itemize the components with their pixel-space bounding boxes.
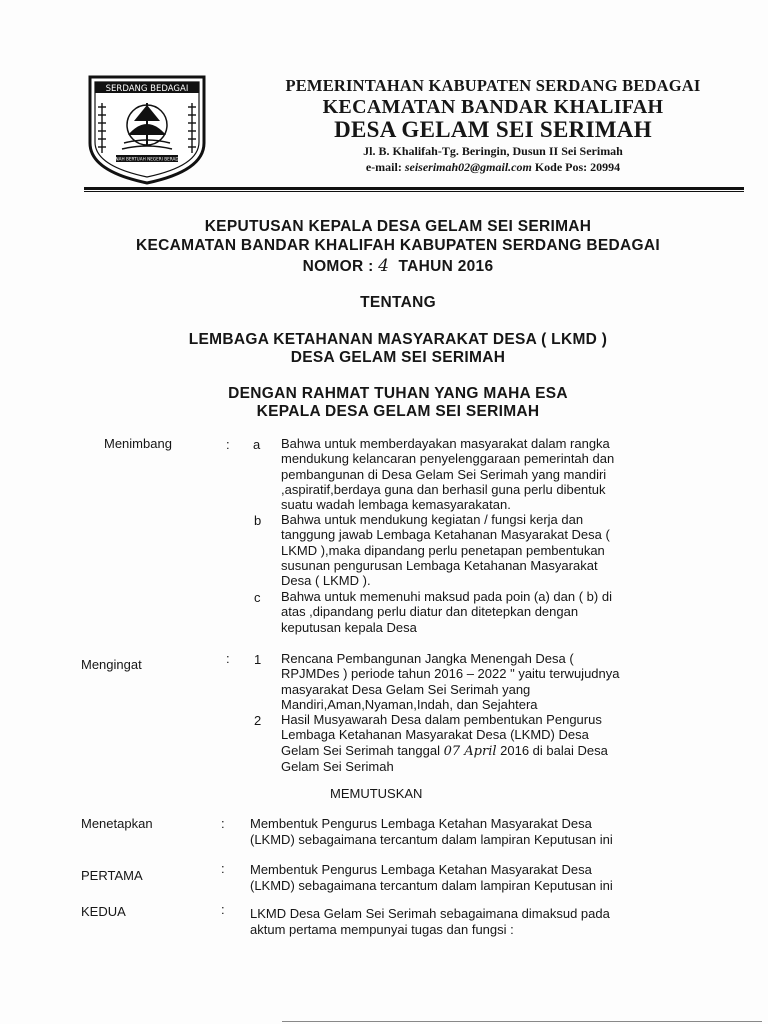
line: ,aspiratif,berdaya guna dan berhasil guna perlu dibentuk xyxy=(281,481,606,497)
nomor-label: NOMOR : xyxy=(302,258,379,275)
letterhead-village: DESA GELAM SEI SERIMAH xyxy=(334,117,652,142)
pertama-label: PERTAMA xyxy=(81,868,143,883)
line: atas ,dipandang perlu diatur dan ditetepkan dengan xyxy=(281,604,579,620)
letterhead-district: KECAMATAN BANDAR KHALIFAH xyxy=(322,96,664,118)
memutuskan-heading: MEMUTUSKAN xyxy=(330,786,423,801)
line: suatu wadah lembaga kemasyarakatan. xyxy=(281,497,511,513)
line: pembangunan di Desa Gelam Sei Serimah yang mandiri xyxy=(281,466,607,482)
regency-crest-logo xyxy=(86,73,208,185)
line: (LKMD) sebagaimana tercantum dalam lampiran Keputusan ini xyxy=(250,878,613,893)
decree-title: KEPUTUSAN KEPALA DESA GELAM SEI SERIMAH xyxy=(204,218,592,235)
mengingat-item-1 xyxy=(281,651,675,712)
line: Bahwa untuk memberdayakan masyarakat dalam rangka xyxy=(281,436,610,451)
line: Bahwa untuk mendukung kegiatan / fungsi kerja dan xyxy=(281,512,584,527)
mengingat-colon: : xyxy=(226,651,230,666)
logo-text: SERDANG BEDAGAI xyxy=(105,84,189,94)
menimbang-mark-a: a xyxy=(253,437,261,452)
menimbang-mark-c: c xyxy=(254,590,261,605)
mengingat-mark-1: 1 xyxy=(254,652,262,667)
letterhead-address: Jl. B. Khalifah-Tg. Beringin, Dusun II Sei Serimah xyxy=(363,144,623,158)
kedua-label: KEDUA xyxy=(81,904,126,919)
menimbang-label: Menimbang xyxy=(104,436,172,451)
line: LKMD Desa Gelam Sei Serimah sebagaimana dimaksud pada xyxy=(250,906,610,921)
email-label: e-mail: xyxy=(365,160,405,174)
line: susunan pengurusan Lembaga Ketahanan Masyarakat xyxy=(281,557,598,573)
line: Lembaga Ketahanan Masyarakat Desa (LKMD) Desa xyxy=(281,727,589,743)
letterhead-contact xyxy=(248,160,738,175)
line: tanggung jawab Lembaga Ketahanan Masyarakat Desa ( xyxy=(281,527,610,543)
menimbang-item-c xyxy=(281,589,675,635)
line: Rencana Pembangunan Jangka Menengah Desa ( xyxy=(281,651,574,666)
logo-motto: TANAH BERTUAH NEGERI BERADAT xyxy=(110,156,184,162)
subject-line2: DESA GELAM SEI SERIMAH xyxy=(290,349,506,366)
tahun-label: TAHUN 2016 xyxy=(398,258,494,275)
line xyxy=(281,743,675,759)
line: Gelam Sei Serimah xyxy=(281,758,394,774)
rahmat-line2: KEPALA DESA GELAM SEI SERIMAH xyxy=(256,403,540,420)
decree-number xyxy=(60,256,736,276)
handwritten-date: 07 April xyxy=(443,743,497,759)
line: masyarakat Desa Gelam Sei Serimah yang xyxy=(281,681,531,697)
menimbang-colon: : xyxy=(226,437,230,452)
letterhead-government: PEMERINTAHAN KABUPATEN SERDANG BEDAGAI xyxy=(285,76,701,95)
kedua-text xyxy=(250,906,680,938)
subject-line1: LEMBAGA KETAHANAN MASYARAKAT DESA ( LKMD ) xyxy=(188,331,608,348)
rahmat-line1: DENGAN RAHMAT TUHAN YANG MAHA ESA xyxy=(228,385,568,402)
letterhead-rule-thin xyxy=(84,191,744,192)
line: LKMD ),maka dipandang perlu penetapan pembentukan xyxy=(281,542,605,558)
line: mendukung kelancaran penyelenggaraan pemerintah dan xyxy=(281,451,615,467)
mengingat-label: Mengingat xyxy=(81,657,142,672)
menetapkan-label: Menetapkan xyxy=(81,816,153,831)
menimbang-mark-b: b xyxy=(254,513,262,528)
line: Hasil Musyawarah Desa dalam pembentukan Pengurus xyxy=(281,712,602,727)
menetapkan-colon: : xyxy=(221,816,225,831)
letterhead-rule xyxy=(84,187,744,190)
pertama-colon: : xyxy=(221,861,225,876)
email-address: seiserimah02@gmail.com xyxy=(404,160,532,174)
line: Bahwa untuk memenuhi maksud pada poin (a) dan ( b) di xyxy=(281,589,612,604)
postal-code: Kode Pos: 20994 xyxy=(531,160,621,174)
line: aktum pertama mempunyai tugas dan fungsi : xyxy=(250,922,514,937)
page-edge-line xyxy=(282,1021,762,1022)
mengingat-item-2 xyxy=(281,712,675,774)
line: Desa ( LKMD ). xyxy=(281,573,371,589)
line: Membentuk Pengurus Lembaga Ketahan Masyarakat Desa xyxy=(250,862,592,877)
date-suffix: 2016 di balai Desa xyxy=(496,742,608,758)
menimbang-item-b xyxy=(281,512,675,588)
line: RPJMDes ) periode tahun 2016 – 2022 " yaitu terwujudnya xyxy=(281,666,620,682)
tentang-heading: TENTANG xyxy=(360,294,436,311)
line: (LKMD) sebagaimana tercantum dalam lampiran Keputusan ini xyxy=(250,832,613,847)
mengingat-mark-2: 2 xyxy=(254,713,262,728)
date-prefix: Gelam Sei Serimah tanggal xyxy=(281,742,444,758)
nomor-value: 4 xyxy=(378,256,390,276)
pertama-text xyxy=(250,862,680,894)
menimbang-item-a xyxy=(281,436,675,512)
line: Membentuk Pengurus Lembaga Ketahan Masyarakat Desa xyxy=(250,816,592,831)
kedua-colon: : xyxy=(221,902,225,917)
menetapkan-text xyxy=(250,816,680,848)
decree-subtitle: KECAMATAN BANDAR KHALIFAH KABUPATEN SERDANG BEDAGAI xyxy=(136,237,660,254)
line: keputusan kepala Desa xyxy=(281,619,417,635)
line: Mandiri,Aman,Nyaman,Indah, dan Sejahtera xyxy=(281,696,538,712)
